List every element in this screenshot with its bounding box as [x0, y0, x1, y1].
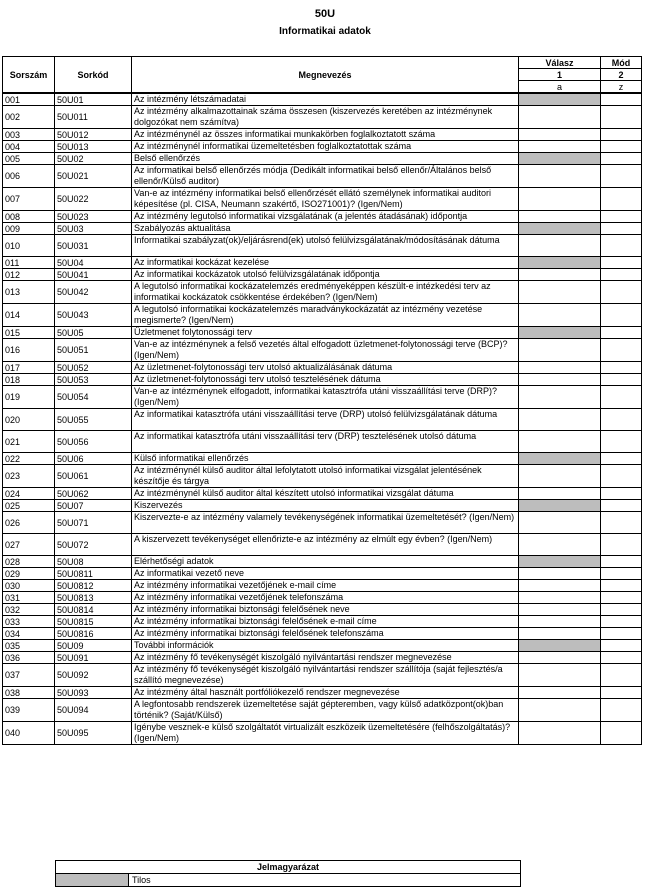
answer-cell[interactable]: [519, 488, 601, 500]
answer-cell: [519, 93, 601, 106]
header-mod: Mód: [601, 57, 642, 69]
row-code: 50U07: [55, 500, 132, 512]
mode-cell: [601, 165, 642, 188]
row-number: 021: [3, 431, 55, 453]
row-description: Az informatikai katasztrófa utáni visszaállítási terve (DRP) utolsó felülvizsgálatának dátuma: [132, 409, 519, 431]
answer-cell[interactable]: [519, 141, 601, 153]
answer-cell[interactable]: [519, 431, 601, 453]
row-code: 50U053: [55, 374, 132, 386]
row-description: Az informatikai kockázat kezelése: [132, 257, 519, 269]
row-code: 50U042: [55, 281, 132, 304]
row-code: 50U052: [55, 362, 132, 374]
row-description: Külső informatikai ellenőrzés: [132, 453, 519, 465]
table-row: [3, 722, 642, 745]
table-row: [3, 165, 642, 188]
row-number: 004: [3, 141, 55, 153]
row-code: 50U0814: [55, 604, 132, 616]
row-description: Van-e az intézmény informatikai belső ellenőrzését ellátó személynek informatikai auditori képesítése (pl. CISA, Neumann szakértő, ISO271001)? (Igen/Nem): [132, 188, 519, 211]
row-description: Az üzletmenet-folytonossági terv utolsó tesztelésének dátuma: [132, 374, 519, 386]
table-row: [3, 453, 642, 465]
row-code: 50U0811: [55, 568, 132, 580]
row-description: Az informatikai belső ellenőrzés módja (Dedikált informatikai belső ellenőr/Általános belső ellenőr/Külső auditor): [132, 165, 519, 188]
mode-cell: [601, 616, 642, 628]
answer-cell[interactable]: [519, 699, 601, 722]
answer-cell: [519, 153, 601, 165]
row-description: Az intézmény legutolsó informatikai vizsgálatának (a jelentés átadásának) időpontja: [132, 211, 519, 223]
row-number: 003: [3, 129, 55, 141]
table-row: [3, 592, 642, 604]
row-number: 006: [3, 165, 55, 188]
mode-cell: [601, 488, 642, 500]
answer-cell[interactable]: [519, 235, 601, 257]
mode-cell: [601, 568, 642, 580]
mode-cell: [601, 604, 642, 616]
mode-cell: [601, 664, 642, 687]
row-code: 50U02: [55, 153, 132, 165]
mode-cell: [601, 628, 642, 640]
row-number: 020: [3, 409, 55, 431]
answer-cell[interactable]: [519, 664, 601, 687]
row-number: 012: [3, 269, 55, 281]
row-description: Az intézménynél külső auditor által készített utolsó informatikai vizsgálat dátuma: [132, 488, 519, 500]
table-row: [3, 223, 642, 235]
row-code: 50U01: [55, 93, 132, 106]
mode-cell: [601, 386, 642, 409]
table-row: [3, 568, 642, 580]
answer-cell[interactable]: [519, 374, 601, 386]
row-description: Van-e az intézménynek elfogadott, informatikai katasztrófa utáni visszaállítási terve (DRP)? (Igen/Nem): [132, 386, 519, 409]
header-mod-letter: z: [601, 81, 642, 94]
row-description: Az intézmény fő tevékenységét kiszolgáló nyilvántartási rendszer megnevezése: [132, 652, 519, 664]
answer-cell[interactable]: [519, 269, 601, 281]
table-row: [3, 235, 642, 257]
mode-cell: [601, 652, 642, 664]
row-description: Kiszervezte-e az intézmény valamely tevékenységének informatikai üzemeltetését? (Igen/Nem): [132, 512, 519, 534]
header-valasz: Válasz: [519, 57, 601, 69]
mode-cell: [601, 106, 642, 129]
answer-cell[interactable]: [519, 592, 601, 604]
table-row: [3, 465, 642, 488]
answer-cell[interactable]: [519, 616, 601, 628]
answer-cell: [519, 453, 601, 465]
header-sorszam: Sorszám: [3, 57, 55, 94]
row-code: 50U031: [55, 235, 132, 257]
header-megnevezes: Megnevezés: [132, 57, 519, 94]
table-row: [3, 431, 642, 453]
data-table: [2, 56, 642, 745]
table-row: [3, 211, 642, 223]
mode-cell: [601, 431, 642, 453]
row-number: 035: [3, 640, 55, 652]
row-description: Szabályozás aktualitása: [132, 223, 519, 235]
row-number: 028: [3, 556, 55, 568]
row-code: 50U022: [55, 188, 132, 211]
row-code: 50U0816: [55, 628, 132, 640]
row-code: 50U0812: [55, 580, 132, 592]
row-description: A kiszervezett tevékenységet ellenőrizte-e az intézmény az elmúlt egy évben? (Igen/Nem): [132, 534, 519, 556]
answer-cell[interactable]: [519, 534, 601, 556]
row-code: 50U04: [55, 257, 132, 269]
row-number: 015: [3, 327, 55, 339]
row-code: 50U056: [55, 431, 132, 453]
row-number: 002: [3, 106, 55, 129]
row-number: 013: [3, 281, 55, 304]
answer-cell[interactable]: [519, 604, 601, 616]
mode-cell: [601, 687, 642, 699]
answer-cell[interactable]: [519, 409, 601, 431]
form-title: Informatikai adatok: [279, 26, 371, 37]
row-code: 50U095: [55, 722, 132, 745]
mode-cell: [601, 453, 642, 465]
answer-cell[interactable]: [519, 652, 601, 664]
table-row: [3, 304, 642, 327]
answer-cell[interactable]: [519, 465, 601, 488]
row-number: 026: [3, 512, 55, 534]
mode-cell: [601, 257, 642, 269]
row-description: Az intézmény alkalmazottainak száma összesen (kiszervezés keretében az intézménynek dolgozókat nem számítva): [132, 106, 519, 129]
answer-cell[interactable]: [519, 106, 601, 129]
answer-cell[interactable]: [519, 188, 601, 211]
row-code: 50U094: [55, 699, 132, 722]
row-number: 029: [3, 568, 55, 580]
answer-cell[interactable]: [519, 386, 601, 409]
row-number: 024: [3, 488, 55, 500]
legend-swatch: [56, 874, 129, 887]
row-description: Belső ellenőrzés: [132, 153, 519, 165]
table-row: [3, 339, 642, 362]
row-number: 034: [3, 628, 55, 640]
table-row: [3, 93, 642, 106]
table-row: [3, 687, 642, 699]
table-row: [3, 512, 642, 534]
table-row: [3, 500, 642, 512]
row-description: Van-e az intézménynek a felső vezetés által elfogadott üzletmenet-folytonossági terve (BCP)? (Igen/Nem): [132, 339, 519, 362]
table-row: [3, 269, 642, 281]
table-row: [3, 141, 642, 153]
row-code: 50U092: [55, 664, 132, 687]
mode-cell: [601, 269, 642, 281]
mode-cell: [601, 211, 642, 223]
mode-cell: [601, 699, 642, 722]
row-description: Az intézmény informatikai biztonsági felelősének neve: [132, 604, 519, 616]
mode-cell: [601, 339, 642, 362]
row-number: 018: [3, 374, 55, 386]
answer-cell[interactable]: [519, 129, 601, 141]
legend-title: Jelmagyarázat: [56, 861, 521, 874]
row-code: 50U041: [55, 269, 132, 281]
row-description: Az intézménynél az összes informatikai munkakörben foglalkoztatott száma: [132, 129, 519, 141]
row-number: 022: [3, 453, 55, 465]
row-description: Az intézménynél informatikai üzemeltetésben foglalkoztatottak száma: [132, 141, 519, 153]
header-valasz-number: 1: [519, 69, 601, 81]
answer-cell[interactable]: [519, 628, 601, 640]
table-row: [3, 699, 642, 722]
row-code: 50U043: [55, 304, 132, 327]
row-description: Az intézménynél külső auditor által lefolytatott utolsó informatikai vizsgálat jelentésének készítője és tárgya: [132, 465, 519, 488]
row-description: Az informatikai kockázatok utolsó felülvizsgálatának időpontja: [132, 269, 519, 281]
table-row: [3, 281, 642, 304]
answer-cell[interactable]: [519, 512, 601, 534]
form-code: 50U: [314, 8, 336, 20]
row-description: Az intézmény informatikai biztonsági felelősének telefonszáma: [132, 628, 519, 640]
mode-cell: [601, 592, 642, 604]
answer-cell[interactable]: [519, 568, 601, 580]
row-number: 030: [3, 580, 55, 592]
table-body: [3, 93, 642, 745]
mode-cell: [601, 327, 642, 339]
row-number: 027: [3, 534, 55, 556]
table-row: [3, 640, 642, 652]
row-code: 50U023: [55, 211, 132, 223]
row-description: Az intézmény informatikai vezetőjének e-mail címe: [132, 580, 519, 592]
table-row: [3, 664, 642, 687]
row-code: 50U062: [55, 488, 132, 500]
mode-cell: [601, 223, 642, 235]
mode-cell: [601, 722, 642, 745]
table-row: [3, 556, 642, 568]
answer-cell[interactable]: [519, 362, 601, 374]
mode-cell: [601, 362, 642, 374]
legend-item-label: Tilos: [129, 874, 521, 887]
row-description: Az intézmény fő tevékenységét kiszolgáló nyilvántartási rendszer szállítója (saját fejlesztés/a szállító megnevezése): [132, 664, 519, 687]
row-description: Az intézmény informatikai vezetőjének telefonszáma: [132, 592, 519, 604]
row-description: Az informatikai vezető neve: [132, 568, 519, 580]
row-number: 039: [3, 699, 55, 722]
table-row: [3, 386, 642, 409]
row-description: Kiszervezés: [132, 500, 519, 512]
answer-cell[interactable]: [519, 722, 601, 745]
row-description: Elérhetőségi adatok: [132, 556, 519, 568]
table-row: [3, 409, 642, 431]
mode-cell: [601, 304, 642, 327]
row-description: Az intézmény informatikai biztonsági felelősének e-mail címe: [132, 616, 519, 628]
row-number: 023: [3, 465, 55, 488]
table-row: [3, 129, 642, 141]
answer-cell[interactable]: [519, 281, 601, 304]
table-row: [3, 488, 642, 500]
row-code: 50U061: [55, 465, 132, 488]
mode-cell: [601, 188, 642, 211]
row-code: 50U072: [55, 534, 132, 556]
table-row: [3, 374, 642, 386]
row-code: 50U051: [55, 339, 132, 362]
table-row: [3, 188, 642, 211]
row-description: Az informatikai katasztrófa utáni visszaállítási terv (DRP) tesztelésének utolsó dátuma: [132, 431, 519, 453]
mode-cell: [601, 556, 642, 568]
row-number: 037: [3, 664, 55, 687]
legend-table: [55, 860, 521, 887]
mode-cell: [601, 129, 642, 141]
row-description: Informatikai szabályzat(ok)/eljárásrend(ek) utolsó felülvizsgálatának/módosításának dátuma: [132, 235, 519, 257]
row-description: További információk: [132, 640, 519, 652]
row-code: 50U03: [55, 223, 132, 235]
mode-cell: [601, 500, 642, 512]
mode-cell: [601, 153, 642, 165]
row-number: 016: [3, 339, 55, 362]
table-row: [3, 616, 642, 628]
mode-cell: [601, 235, 642, 257]
answer-cell[interactable]: [519, 687, 601, 699]
row-code: 50U054: [55, 386, 132, 409]
answer-cell[interactable]: [519, 339, 601, 362]
table-row: [3, 604, 642, 616]
table-row: [3, 106, 642, 129]
row-description: Az intézmény létszámadatai: [132, 93, 519, 106]
answer-cell: [519, 223, 601, 235]
row-code: 50U071: [55, 512, 132, 534]
mode-cell: [601, 141, 642, 153]
row-number: 032: [3, 604, 55, 616]
row-code: 50U05: [55, 327, 132, 339]
table-row: [3, 652, 642, 664]
row-code: 50U011: [55, 106, 132, 129]
row-number: 008: [3, 211, 55, 223]
mode-cell: [601, 409, 642, 431]
answer-cell: [519, 257, 601, 269]
mode-cell: [601, 281, 642, 304]
answer-cell[interactable]: [519, 580, 601, 592]
row-code: 50U08: [55, 556, 132, 568]
header-valasz-letter: a: [519, 81, 601, 94]
row-number: 036: [3, 652, 55, 664]
mode-cell: [601, 465, 642, 488]
header-mod-number: 2: [601, 69, 642, 81]
row-description: A legfontosabb rendszerek üzemeltetése saját gépteremben, vagy külső adatközpont(ok)ban történik? (Saját/Külső): [132, 699, 519, 722]
mode-cell: [601, 374, 642, 386]
answer-cell: [519, 556, 601, 568]
mode-cell: [601, 512, 642, 534]
table-row: [3, 362, 642, 374]
row-number: 025: [3, 500, 55, 512]
table-header: [3, 57, 642, 94]
row-number: 005: [3, 153, 55, 165]
row-code: 50U0815: [55, 616, 132, 628]
mode-cell: [601, 580, 642, 592]
table-row: [3, 327, 642, 339]
row-number: 007: [3, 188, 55, 211]
table-row: [3, 534, 642, 556]
row-code: 50U055: [55, 409, 132, 431]
answer-cell: [519, 500, 601, 512]
mode-cell: [601, 640, 642, 652]
row-number: 038: [3, 687, 55, 699]
row-description: Üzletmenet folytonossági terv: [132, 327, 519, 339]
answer-cell[interactable]: [519, 211, 601, 223]
row-code: 50U021: [55, 165, 132, 188]
row-code: 50U0813: [55, 592, 132, 604]
row-number: 019: [3, 386, 55, 409]
row-code: 50U09: [55, 640, 132, 652]
row-number: 040: [3, 722, 55, 745]
table-row: [3, 580, 642, 592]
row-code: 50U091: [55, 652, 132, 664]
row-code: 50U013: [55, 141, 132, 153]
table-row: [3, 628, 642, 640]
mode-cell: [601, 93, 642, 106]
answer-cell: [519, 327, 601, 339]
header-sorkod: Sorkód: [55, 57, 132, 94]
table-row: [3, 153, 642, 165]
row-description: Az üzletmenet-folytonossági terv utolsó aktualizálásának dátuma: [132, 362, 519, 374]
answer-cell[interactable]: [519, 304, 601, 327]
row-description: Az intézmény által használt portfóliókezelő rendszer megnevezése: [132, 687, 519, 699]
row-number: 031: [3, 592, 55, 604]
row-number: 014: [3, 304, 55, 327]
row-description: A legutolsó informatikai kockázatelemzés maradványkockázatát az intézmény vezetése megismerte? (Igen/Nem): [132, 304, 519, 327]
row-description: A legutolsó informatikai kockázatelemzés eredményeképpen készült-e intézkedési terv az informatikai kockázatok csökkentése érdekében? (Igen/Nem): [132, 281, 519, 304]
row-number: 009: [3, 223, 55, 235]
row-number: 010: [3, 235, 55, 257]
row-number: 017: [3, 362, 55, 374]
row-description: Igénybe vesznek-e külső szolgáltatót virtualizált eszközeik üzemeltetésére (felhőszolgáltatás)? (Igen/Nem): [132, 722, 519, 745]
table-row: [3, 257, 642, 269]
answer-cell[interactable]: [519, 165, 601, 188]
row-code: 50U093: [55, 687, 132, 699]
row-code: 50U06: [55, 453, 132, 465]
answer-cell: [519, 640, 601, 652]
row-number: 001: [3, 93, 55, 106]
row-number: 033: [3, 616, 55, 628]
mode-cell: [601, 534, 642, 556]
row-number: 011: [3, 257, 55, 269]
row-code: 50U012: [55, 129, 132, 141]
